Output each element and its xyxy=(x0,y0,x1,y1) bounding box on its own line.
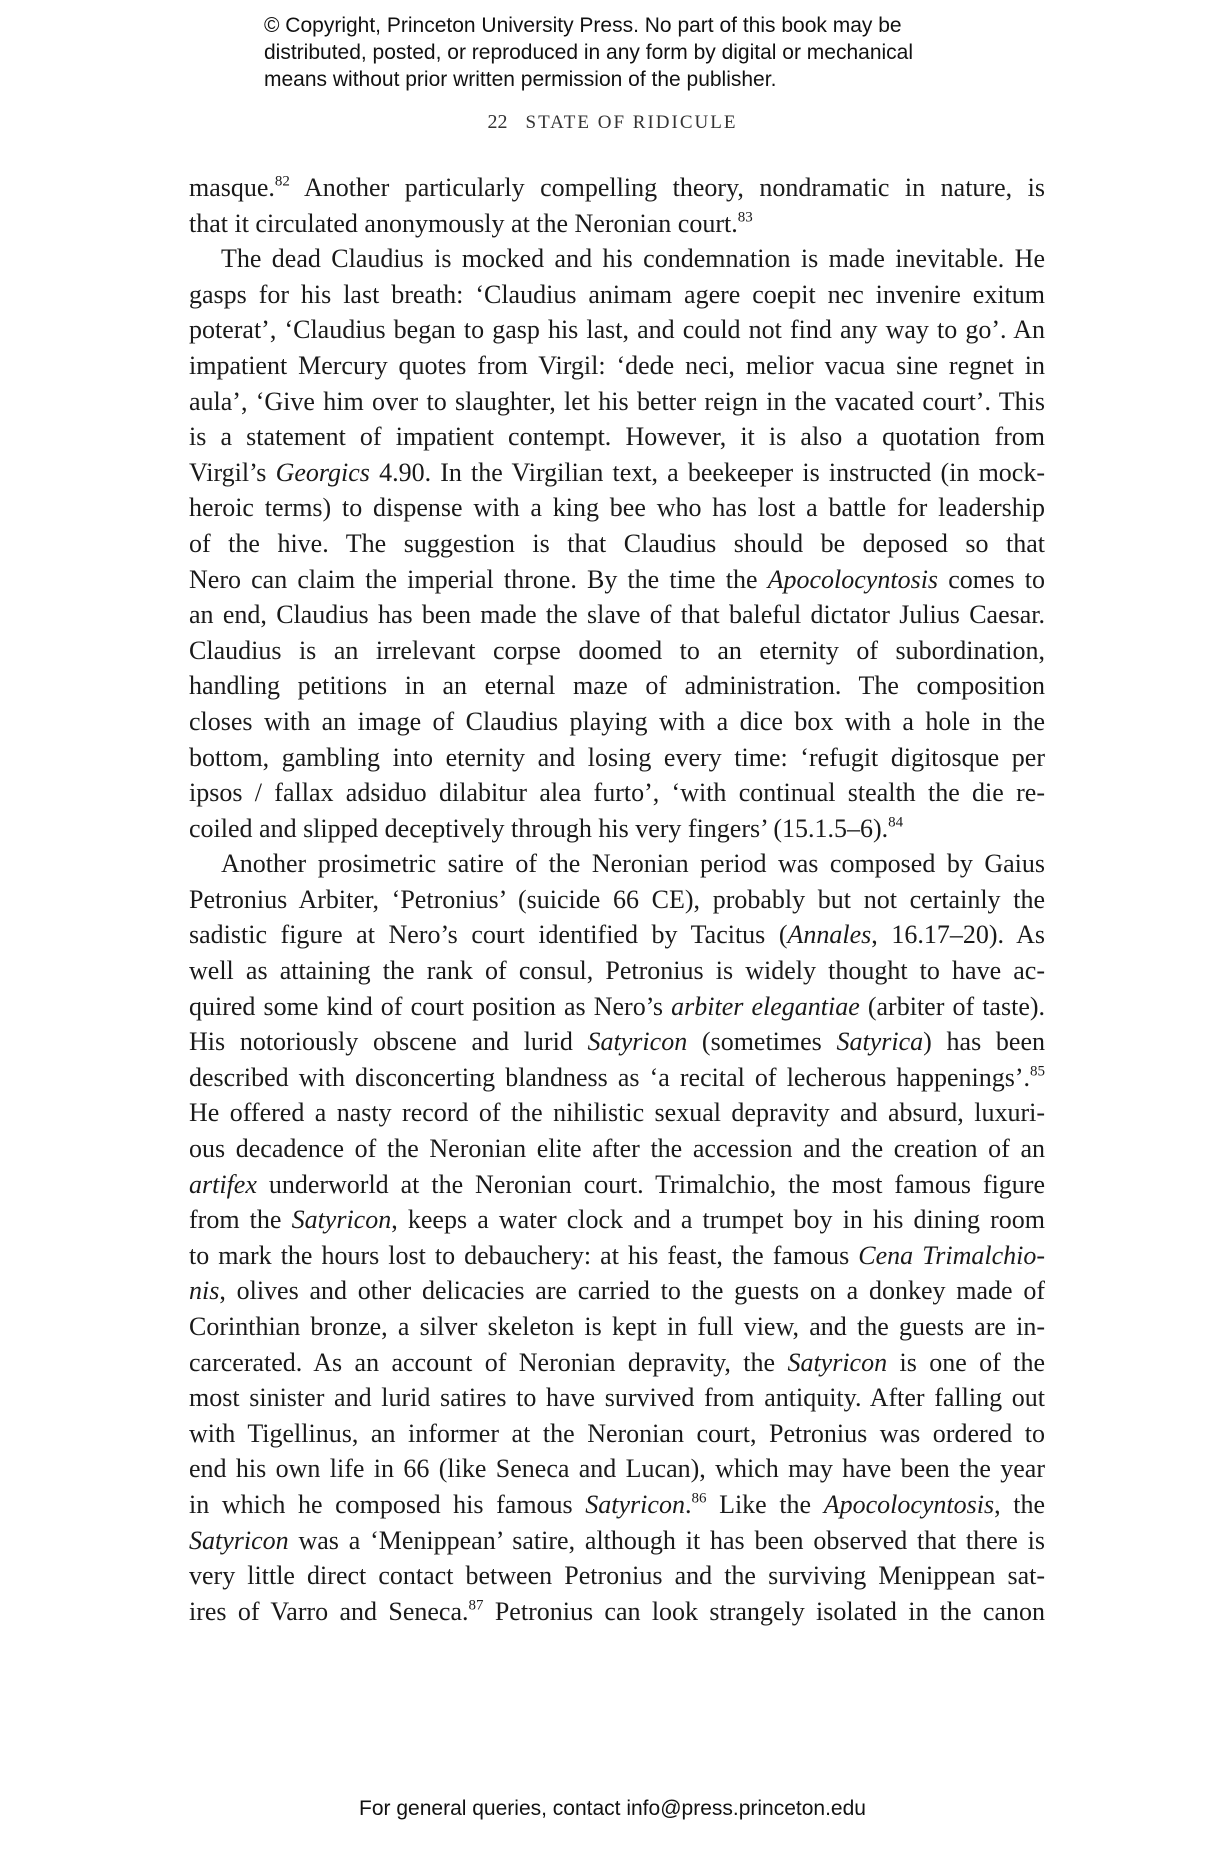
copyright-line-1: © Copyright, Princeton University Press. No part of this book may be xyxy=(264,14,902,37)
text-line: coiled and slipped deceptively through his very fingers’ (15.1.5–6).$^{84}$ xyxy=(189,813,904,843)
text-line: The dead Claudius is mocked and his condemnation is made inevitable. He xyxy=(221,244,1045,274)
text-line: with Tigellinus, an informer at the Neronian court, Petronius was ordered to xyxy=(189,1418,1045,1448)
text-line: is a statement of impatient contempt. However, it is also a quotation from xyxy=(189,422,1045,452)
text-line: ous decadence of the Neronian elite after the accession and the creation of an xyxy=(189,1134,1045,1164)
text-line: most sinister and lurid satires to have survived from antiquity. After falling out xyxy=(189,1383,1045,1413)
text-line: carcerated. As an account of Neronian depravity, the Satyricon is one of the xyxy=(189,1347,1045,1377)
text-line: an end, Claudius has been made the slave of that baleful dictator Julius Caesar. xyxy=(189,600,1045,630)
text-line: well as attaining the rank of consul, Petronius is widely thought to have ac- xyxy=(189,956,1045,986)
body-text xyxy=(189,170,1045,1629)
text-line: that it circulated anonymously at the Neronian court.$^{83}$ xyxy=(189,208,753,238)
footnote-ref: 86 xyxy=(691,1490,707,1507)
text-line: aula’, ‘Give him over to slaughter, let his better reign in the vacated court’. This xyxy=(189,386,1045,416)
text-line: Claudius is an irrelevant corpse doomed to an eternity of subordination, xyxy=(189,635,1045,665)
text-line: very little direct contact between Petronius and the surviving Menippean sat- xyxy=(189,1561,1045,1591)
running-title: STATE OF RIDICULE xyxy=(525,112,738,133)
text-line: artifex underworld at the Neronian court. Trimalchio, the most famous figure xyxy=(189,1169,1045,1199)
text-line: in which he composed his famous Satyricon.$^{86}$ Like the Apocolocyntosis, the xyxy=(189,1489,1045,1519)
running-head xyxy=(0,111,1225,134)
copyright-line-3: means without prior written permission of the publisher. xyxy=(264,68,777,91)
text-line: of the hive. The suggestion is that Claudius should be deposed so that xyxy=(189,528,1045,558)
text-line: impatient Mercury quotes from Virgil: ‘dede neci, melior vacua sine regnet in xyxy=(189,350,1045,380)
text-line: Corinthian bronze, a silver skeleton is kept in full view, and the guests are in- xyxy=(189,1312,1045,1341)
text-line: ires of Varro and Seneca.$^{87}$ Petronius can look strangely isolated in the canon xyxy=(189,1596,1045,1626)
footnote-ref: 84 xyxy=(888,814,904,831)
page-number: 22 xyxy=(487,111,508,133)
text-line: ipsos / fallax adsiduo dilabitur alea furto’, ‘with continual stealth the die re- xyxy=(189,778,1045,808)
text-line: heroic terms) to dispense with a king bee who has lost a battle for leadership xyxy=(189,493,1045,523)
text-line: described with disconcerting blandness as ‘a recital of lecherous happenings’.$^{85}$ xyxy=(189,1062,1045,1092)
text-line: Satyricon was a ‘Menippean’ satire, although it has been observed that there is xyxy=(189,1525,1045,1555)
text-line: poterat’, ‘Claudius began to gasp his last, and could not find any way to go’. An xyxy=(189,315,1045,345)
copyright-line-2: distributed, posted, or reproduced in any form by digital or mechanical xyxy=(264,41,914,64)
footnote-ref: 87 xyxy=(468,1597,484,1614)
text-line: gasps for his last breath: ‘Claudius animam agere coepit nec invenire exitum xyxy=(189,279,1045,309)
text-line: nis, olives and other delicacies are carried to the guests on a donkey made of xyxy=(189,1276,1045,1306)
text-line: His notoriously obscene and lurid Satyricon (sometimes Satyrica) has been xyxy=(189,1027,1045,1057)
text-line: closes with an image of Claudius playing with a dice box with a hole in the xyxy=(189,706,1045,736)
footnote-ref: 85 xyxy=(1030,1063,1045,1080)
copyright-notice xyxy=(264,12,1024,93)
text-line: Petronius Arbiter, ‘Petronius’ (suicide 66 CE), probably but not certainly the xyxy=(189,884,1045,914)
text-line: handling petitions in an eternal maze of administration. The composition xyxy=(189,671,1045,701)
text-line: sadistic figure at Nero’s court identified by Tacitus (Annales, 16.17–20). As xyxy=(189,920,1045,950)
text-line: to mark the hours lost to debauchery: at his feast, the famous Cena Trimalchio- xyxy=(189,1240,1045,1270)
text-line: He offered a nasty record of the nihilistic sexual depravity and absurd, luxuri- xyxy=(189,1098,1045,1128)
footnote-ref: 82 xyxy=(274,173,290,190)
text-line: end his own life in 66 (like Seneca and Lucan), which may have been the year xyxy=(189,1454,1045,1484)
text-line: from the Satyricon, keeps a water clock and a trumpet boy in his dining room xyxy=(189,1205,1045,1235)
text-line: quired some kind of court position as Nero’s arbiter elegantiae (arbiter of taste). xyxy=(189,991,1045,1021)
text-line: Another prosimetric satire of the Neronian period was composed by Gaius xyxy=(221,849,1045,879)
text-line: bottom, gambling into eternity and losing every time: ‘refugit digitosque per xyxy=(189,742,1045,772)
text-line: Nero can claim the imperial throne. By the time the Apocolocyntosis comes to xyxy=(189,564,1045,594)
text-line: Virgil’s Georgics 4.90. In the Virgilian text, a beekeeper is instructed (in mock- xyxy=(189,457,1045,487)
contact-footer: For general queries, contact info@press.princeton.edu xyxy=(359,1797,866,1820)
footnote-ref: 83 xyxy=(737,209,753,226)
text-line: masque.$^{82}$ Another particularly compelling theory, nondramatic in nature, is xyxy=(189,173,1045,202)
